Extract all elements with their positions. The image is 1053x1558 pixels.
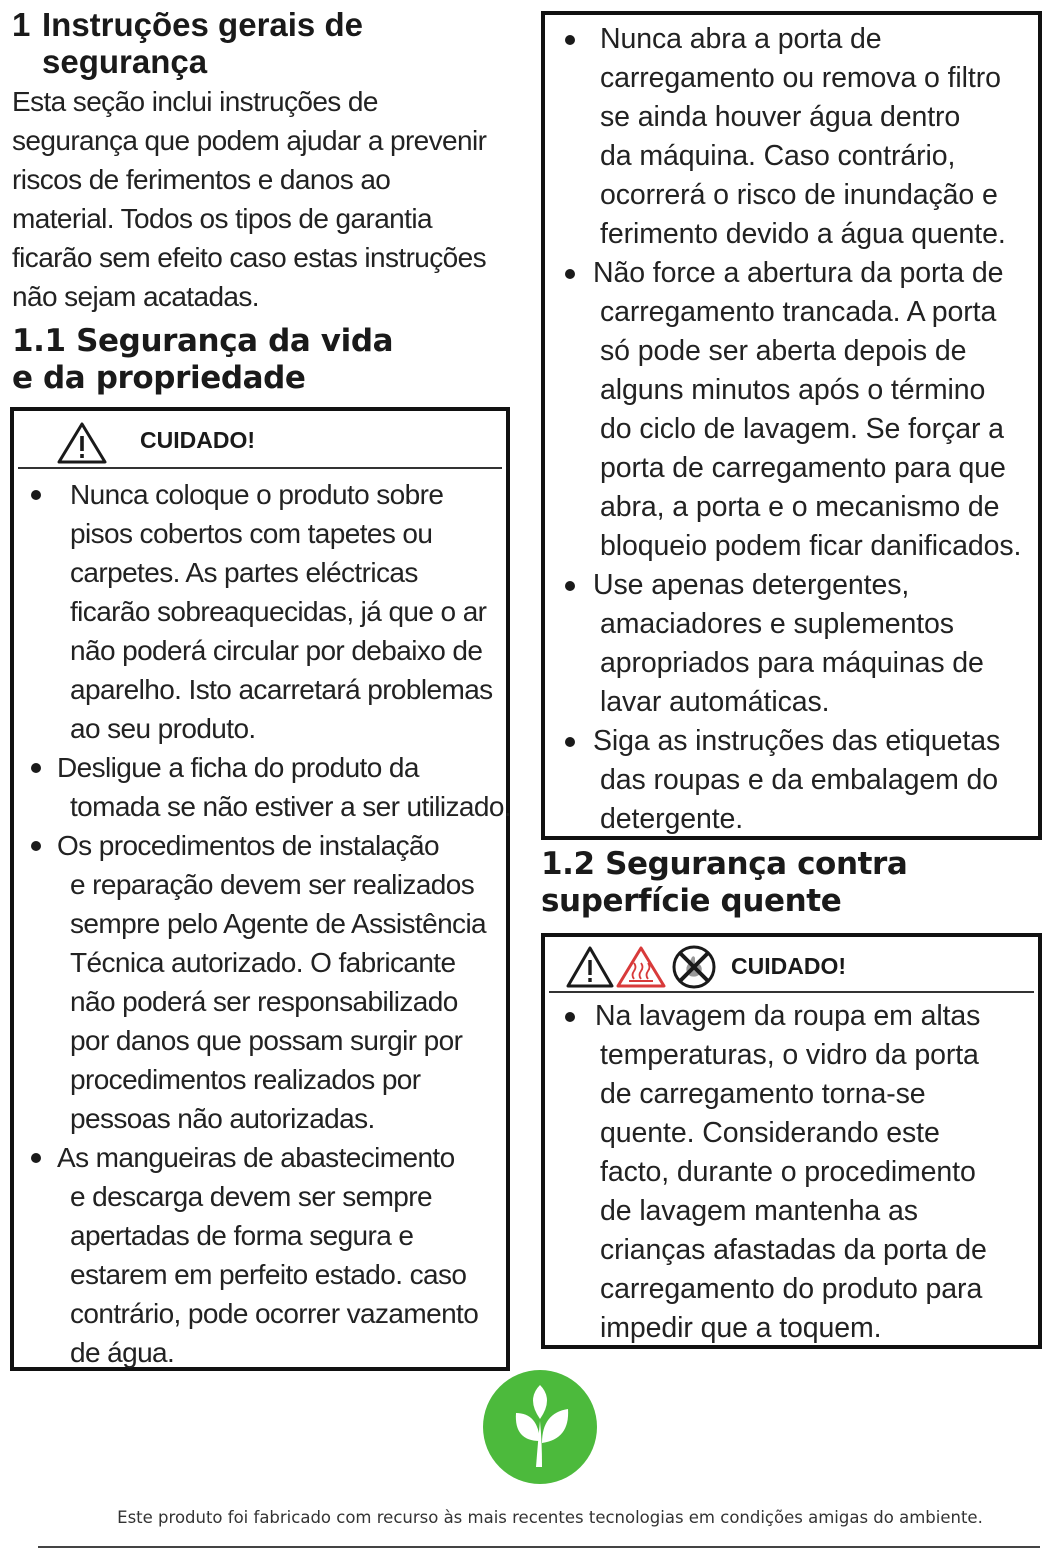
item-line: ocorrerá o risco de inundação e xyxy=(600,179,998,211)
item-line: ferimento devido a água quente. xyxy=(600,218,1006,250)
item-line: crianças afastadas da porta de xyxy=(600,1234,987,1266)
item-line: não poderá circular por debaixo de xyxy=(70,635,483,666)
section-title-line-2: segurança xyxy=(42,43,208,80)
intro-line: ficarão sem efeito caso estas instruções xyxy=(12,242,487,273)
item-line: carregamento ou remova o filtro xyxy=(600,62,1001,94)
item-line: estarem em perfeito estado. caso xyxy=(70,1259,467,1290)
intro-paragraph xyxy=(12,82,532,316)
bullet xyxy=(31,841,41,851)
caution-label: CUIDADO! xyxy=(140,427,255,453)
warning-triangle-icon xyxy=(56,421,108,465)
item-line: Técnica autorizado. O fabricante xyxy=(70,947,456,978)
item-line: amaciadores e suplementos xyxy=(600,608,954,640)
caution-header xyxy=(549,937,1034,993)
item-line: As mangueiras de abastecimento xyxy=(57,1142,455,1173)
caution-box-left xyxy=(10,407,510,1371)
item-line: não poderá ser responsabilizado xyxy=(70,986,458,1017)
hot-surface-icon xyxy=(615,945,667,989)
item-line: Desligue a ficha do produto da xyxy=(57,752,419,783)
section-title-line-1: Instruções gerais de xyxy=(42,6,363,43)
caution-header xyxy=(18,411,502,469)
item-line: das roupas e da embalagem do xyxy=(600,764,999,796)
item-line: ao seu produto. xyxy=(70,713,256,744)
item-line: lavar automáticas. xyxy=(600,686,830,718)
item-line: apertadas de forma segura e xyxy=(70,1220,414,1251)
intro-line: não sejam acatadas. xyxy=(12,281,259,312)
item-line: carregamento do produto para xyxy=(600,1273,983,1305)
section-1-1-title xyxy=(12,323,532,397)
list-item xyxy=(14,475,506,748)
item-line: contrário, pode ocorrer vazamento xyxy=(70,1298,479,1329)
item-line: de lavagem mantenha as xyxy=(600,1195,918,1227)
item-line: bloqueio podem ficar danificados. xyxy=(600,530,1022,562)
item-line: porta de carregamento para que xyxy=(600,452,1006,484)
item-line: pisos cobertos com tapetes ou xyxy=(70,518,433,549)
footer-divider xyxy=(38,1546,1040,1548)
bullet xyxy=(565,35,575,45)
intro-line: material. Todos os tipos de garantia xyxy=(12,203,432,234)
section-number: 1 xyxy=(12,6,31,43)
item-line: Nunca abra a porta de xyxy=(600,23,882,55)
do-not-touch-icon xyxy=(670,943,718,991)
caution-box-right xyxy=(541,11,1042,840)
item-line: e descarga devem ser sempre xyxy=(70,1181,432,1212)
item-line: Não force a abertura da porta de xyxy=(593,257,1004,289)
subsection-title-line-2: superfície quente xyxy=(541,883,842,919)
item-line: tomada se não estiver a ser utilizado. xyxy=(70,791,512,822)
item-line: ficarão sobreaquecidas, já que o ar xyxy=(70,596,487,627)
item-line: facto, durante o procedimento xyxy=(600,1156,976,1188)
item-line: por danos que possam surgir por xyxy=(70,1025,463,1056)
item-line: Use apenas detergentes, xyxy=(593,569,910,601)
intro-line: riscos de ferimentos e danos ao xyxy=(12,164,391,195)
item-line: sempre pelo Agente de Assistência xyxy=(70,908,487,939)
item-line: abra, a porta e o mecanismo de xyxy=(600,491,1000,523)
subsection-title-line-2: e da propriedade xyxy=(12,360,306,396)
item-line: Nunca coloque o produto sobre xyxy=(70,479,444,510)
bullet xyxy=(565,1012,575,1022)
item-line: pessoas não autorizadas. xyxy=(70,1103,375,1134)
eco-leaf-icon xyxy=(482,1369,598,1485)
list-item xyxy=(545,722,1038,839)
item-line: temperaturas, o vidro da porta xyxy=(600,1039,979,1071)
list-item xyxy=(14,826,506,1138)
section-1-2-title xyxy=(541,846,1046,920)
item-line: do ciclo de lavagem. Se forçar a xyxy=(600,413,1004,445)
bullet xyxy=(31,490,41,500)
item-line: se ainda houver água dentro xyxy=(600,101,961,133)
item-line: quente. Considerando este xyxy=(600,1117,940,1149)
item-line: Na lavagem da roupa em altas xyxy=(595,1000,981,1032)
caution-box-hot-surface xyxy=(541,933,1042,1349)
item-line: detergente. xyxy=(600,803,744,835)
warning-triangle-icon xyxy=(565,945,615,989)
footer-note: Este produto foi fabricado com recurso às mais recentes tecnologias em condições amigas do ambiente. xyxy=(117,1508,983,1527)
bullet xyxy=(565,269,575,279)
list-item xyxy=(545,566,1038,722)
item-line: e reparação devem ser realizados xyxy=(70,869,475,900)
bullet xyxy=(31,1153,41,1163)
intro-line: Esta seção inclui instruções de xyxy=(12,86,378,117)
list-item xyxy=(545,997,1038,1348)
item-line: de carregamento torna-se xyxy=(600,1078,926,1110)
bullet xyxy=(31,763,41,773)
item-line: Os procedimentos de instalação xyxy=(57,830,439,861)
item-line: de água. xyxy=(70,1337,175,1368)
bullet xyxy=(565,737,575,747)
item-line: aparelho. Isto acarretará problemas xyxy=(70,674,493,705)
list-item xyxy=(14,748,512,826)
item-line: alguns minutos após o término xyxy=(600,374,986,406)
item-line: só pode ser aberta depois de xyxy=(600,335,967,367)
item-line: da máquina. Caso contrário, xyxy=(600,140,956,172)
item-line: carpetes. As partes eléctricas xyxy=(70,557,418,588)
intro-line: segurança que podem ajudar a prevenir xyxy=(12,125,487,156)
bullet xyxy=(565,581,575,591)
subsection-title-line-1: 1.2 Segurança contra xyxy=(541,846,908,882)
list-item xyxy=(545,20,1038,254)
item-line: impedir que a toquem. xyxy=(600,1312,882,1344)
item-line: carregamento trancada. A porta xyxy=(600,296,997,328)
item-line: apropriados para máquinas de xyxy=(600,647,984,679)
caution-label: CUIDADO! xyxy=(731,953,846,979)
list-item xyxy=(545,254,1038,566)
list-item xyxy=(14,1138,506,1372)
item-line: procedimentos realizados por xyxy=(70,1064,421,1095)
item-line: Siga as instruções das etiquetas xyxy=(593,725,1001,757)
section-1-title xyxy=(12,6,532,80)
subsection-title-line-1: 1.1 Segurança da vida xyxy=(12,323,394,359)
